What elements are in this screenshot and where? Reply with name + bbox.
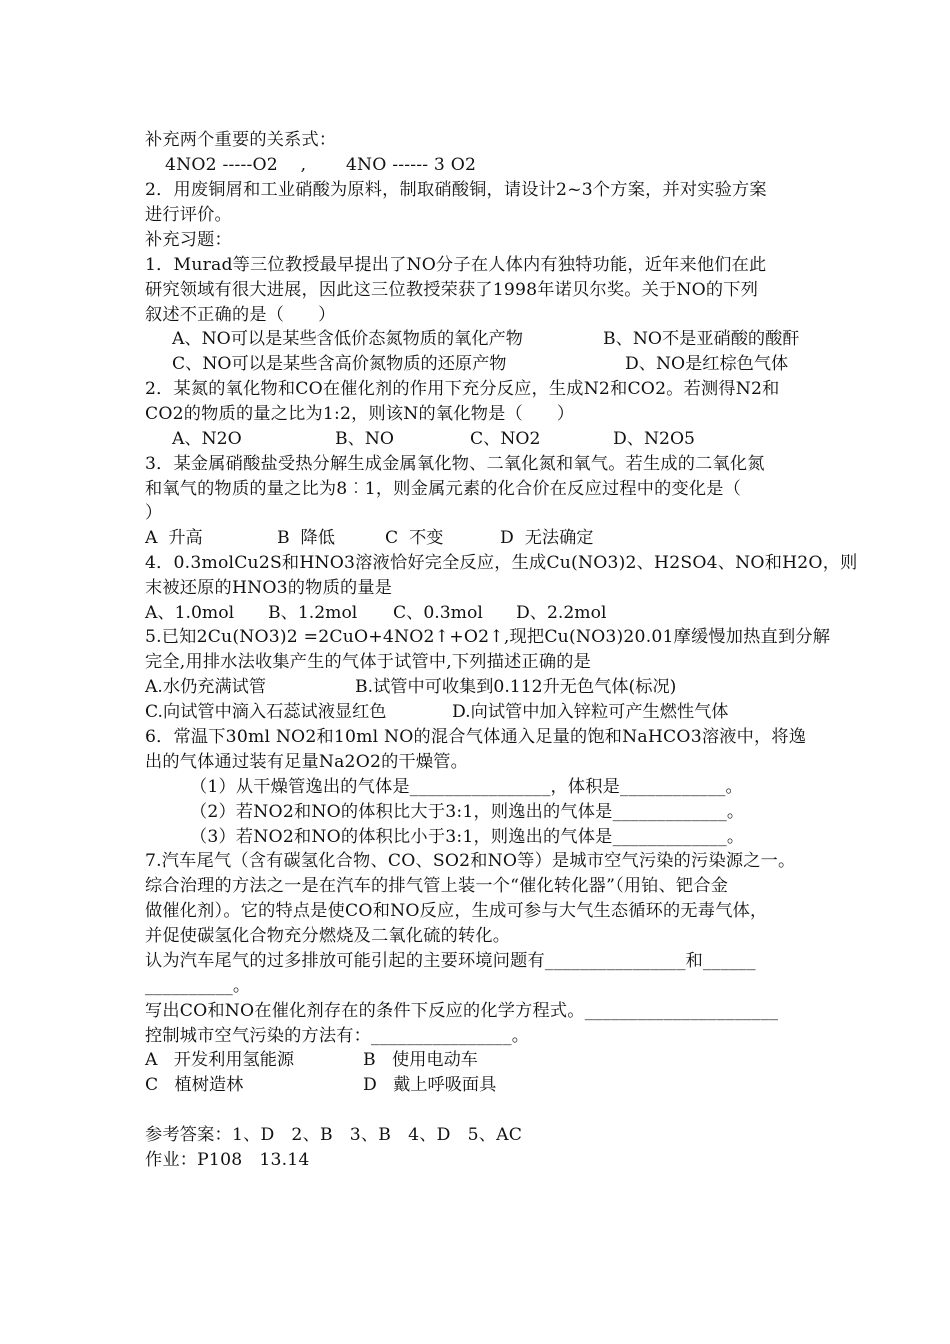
q4-line1: 4．0.3molCu2S和HNO3溶液恰好完全反应，生成Cu(NO3)2、H2SO4、NO和H2O，则 [145, 553, 858, 573]
q6-line1: 6．常温下30ml NO2和10ml NO的混合气体通入足量的饱和NaHCO3溶液中，将逸 [145, 727, 807, 747]
q2-line1: 2．某氮的氧化物和CO在催化剂的作用下充分反应，生成N2和CO2。若测得N2和 [145, 379, 780, 399]
q3-option-c: C 不变 [385, 528, 444, 548]
q7-option-a: A 开发利用氢能源 [145, 1050, 295, 1070]
q2-option-c: C、NO2 [470, 429, 541, 449]
q1-option-c: C、NO可以是某些含高价氮物质的还原产物 [172, 354, 507, 374]
q7-line2: 综合治理的方法之一是在汽车的排气管上装一个“催化转化器”（用铂、钯合金 [145, 876, 729, 896]
answer-key: 参考答案：1、D 2、B 3、B 4、D 5、AC [145, 1125, 523, 1145]
q5-option-d: D.向试管中加入锌粒可产生燃性气体 [452, 702, 729, 722]
q1-line2: 研究领域有很大进展，因此这三位教授荣获了1998年诺贝尔奖。关于NO的下列 [145, 280, 759, 300]
q2-option-d: D、N2O5 [613, 429, 695, 449]
q7-line7: 写出CO和NO在催化剂存在的条件下反应的化学方程式。______________________ [145, 1001, 779, 1021]
q3-line3: ） [145, 503, 163, 523]
q2-line2: CO2的物质的量之比为1:2，则该N的氧化物是（ ） [145, 404, 575, 424]
supplement-q2-line2: 进行评价。 [145, 205, 232, 225]
q4-option-a: A、1.0mol [145, 603, 235, 623]
q5-line2: 完全,用排水法收集产生的气体于试管中,下列描述正确的是 [145, 652, 592, 672]
q7-option-b: B 使用电动车 [363, 1050, 478, 1070]
q6-sub2: （2）若NO2和NO的体积比大于3:1，则逸出的气体是_____________。 [190, 802, 745, 822]
q3-option-d: D 无法确定 [500, 528, 594, 548]
q5-option-c: C.向试管中滴入石蕊试液显红色 [145, 702, 387, 722]
q7-line1: 7.汽车尾气（含有碳氢化合物、CO、SO2和NO等）是城市空气污染的污染源之一。 [145, 851, 796, 871]
q5-option-a: A.水仍充满试管 [145, 677, 267, 697]
q4-option-c: C、0.3mol [393, 603, 483, 623]
q7-line8: 控制城市空气污染的方法有：________________。 [145, 1026, 530, 1046]
exercises-heading: 补充习题： [145, 230, 232, 250]
q3-option-b: B 降低 [277, 528, 335, 548]
q1-option-d: D、NO是红棕色气体 [625, 354, 789, 374]
q2-option-b: B、NO [335, 429, 394, 449]
homework-line: 作业：P108 13.14 [145, 1150, 310, 1170]
q4-line2: 末被还原的HNO3的物质的量是 [145, 578, 393, 598]
q3-line2: 和氧气的物质的量之比为8︰1，则金属元素的化合价在反应过程中的变化是（ [145, 479, 742, 499]
q1-option-a: A、NO可以是某些含低价态氮物质的氧化产物 [172, 329, 523, 349]
q5-option-b: B.试管中可收集到0.112升无色气体(标况) [355, 677, 677, 697]
q7-line4: 并促使碳氢化合物充分燃烧及二氧化硫的转化。 [145, 926, 511, 946]
supplement-q2-line1: 2．用废铜屑和工业硝酸为原料，制取硝酸铜，请设计2~3个方案，并对实验方案 [145, 180, 767, 200]
q5-line1: 5.已知2Cu(NO3)2 =2CuO+4NO2↑+O2↑,现把Cu(NO3)20.01摩缓慢加热直到分解 [145, 627, 831, 647]
q4-option-b: B、1.2mol [268, 603, 358, 623]
q7-option-c: C 植树造林 [145, 1075, 244, 1095]
q3-option-a: A 升高 [145, 528, 203, 548]
q7-line5: 认为汽车尾气的过多排放可能引起的主要环境问题有________________和______ [145, 951, 756, 971]
q3-line1: 3．某金属硝酸盐受热分解生成金属氧化物、二氧化氮和氧气。若生成的二氧化氮 [145, 454, 765, 474]
q1-option-b: B、NO不是亚硝酸的酸酐 [603, 329, 800, 349]
supplement-heading: 补充两个重要的关系式： [145, 130, 337, 150]
q7-option-d: D 戴上呼吸面具 [363, 1075, 497, 1095]
q1-line3: 叙述不正确的是（ ） [145, 305, 336, 325]
q7-line3: 做催化剂）。它的特点是使CO和NO反应，生成可参与大气生态循环的无毒气体， [145, 901, 768, 921]
q4-option-d: D、2.2mol [516, 603, 607, 623]
q6-line2: 出的气体通过装有足量Na2O2的干燥管。 [145, 752, 469, 772]
q6-sub1: （1）从干燥管逸出的气体是________________，体积是____________。 [190, 777, 743, 797]
q6-sub3: （3）若NO2和NO的体积比小于3:1，则逸出的气体是_____________。 [190, 827, 745, 847]
q7-line6: __________。 [145, 976, 251, 996]
q2-option-a: A、N2O [172, 429, 242, 449]
q1-line1: 1．Murad等三位教授最早提出了NO分子在人体内有独特功能，近年来他们在此 [145, 255, 767, 275]
relations-line: 4NO2 -----O2 , 4NO ------ 3 O2 [165, 155, 477, 175]
